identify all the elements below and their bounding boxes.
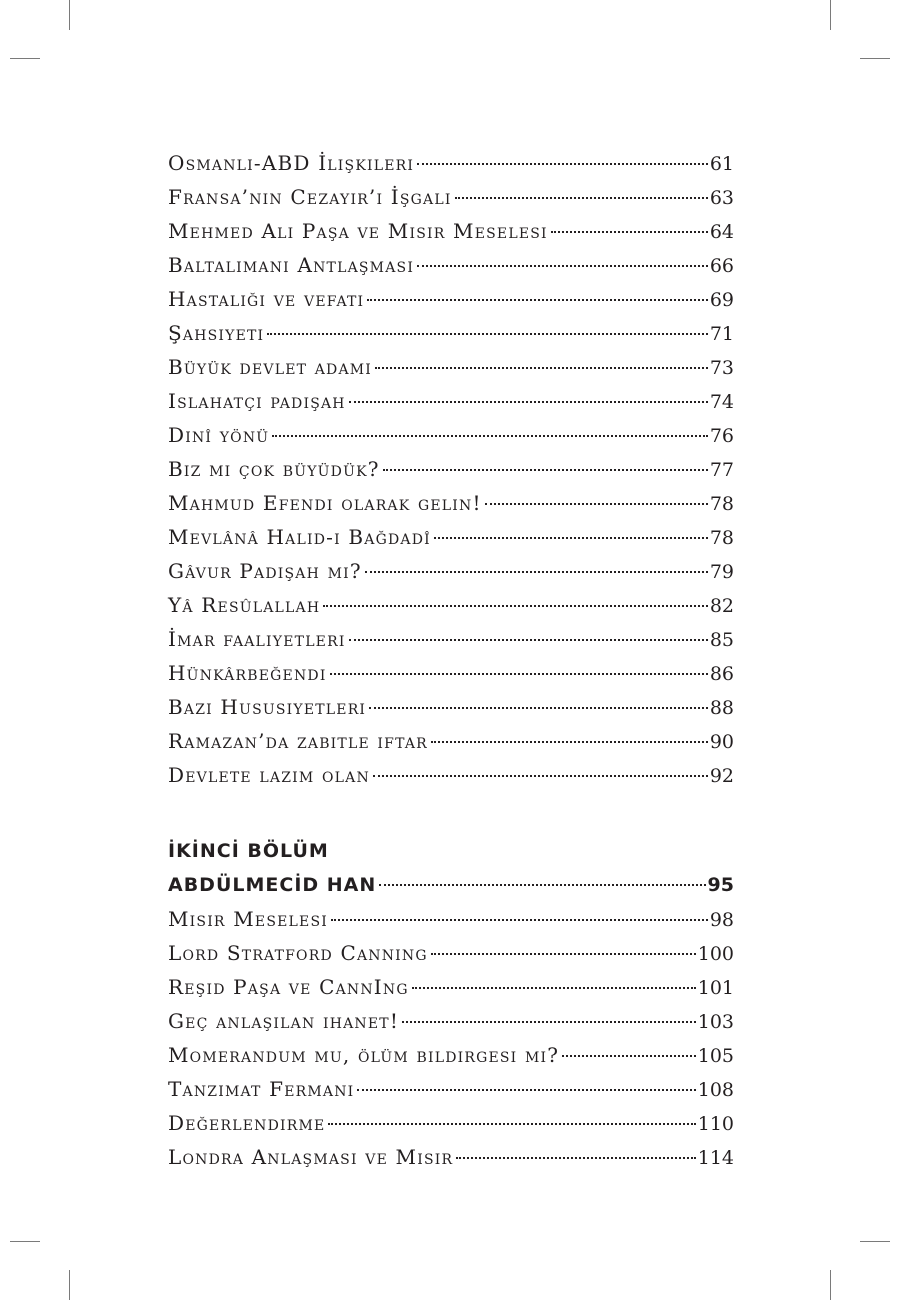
toc-entry-title: Baltalimanı Antlaşması [168,253,415,277]
toc-entry [168,282,734,316]
toc-entry [168,520,734,554]
leader-dots [455,197,708,199]
leader-dots [349,401,708,403]
toc-entry-page: 86 [709,663,734,685]
toc-entry-title: Dinî yönü [168,423,270,447]
toc-entry-title: Gâvur Padişah mı? [168,559,362,583]
leader-dots [417,163,708,165]
toc-entry-title: Mahmud Efendi olarak gelin! [168,491,482,515]
toc-entry [168,248,734,282]
leader-dots [349,639,708,641]
toc-entry [168,936,734,970]
leader-dots [431,953,696,955]
toc-entry-page: 85 [709,629,734,651]
toc-entry [168,656,734,690]
toc-entry-title: Osmanlı-ABD İlişkileri [168,151,415,175]
crop-mark-bottom-right [830,1270,831,1300]
toc-entry-page: 63 [709,187,734,209]
toc-entry-title: Londra Anlaşması ve Mısır [168,1145,454,1169]
leader-dots [331,919,708,921]
leader-dots [485,503,708,505]
toc-entry-page: 78 [709,527,734,549]
crop-mark-right-lower [860,1241,890,1242]
toc-entry-page: 64 [709,221,734,243]
crop-mark-top-left [69,0,70,30]
toc-entry [168,588,734,622]
toc-entry [168,1004,734,1038]
toc-entry [168,146,734,180]
toc-entry-page: 103 [697,1011,734,1033]
toc-entry-title: Şahsiyeti [168,321,265,345]
toc-entry-page: 82 [709,595,734,617]
crop-mark-left-upper [10,58,40,59]
toc-entry-title: Ramazan’da zabitle iftar [168,729,428,753]
toc-entry-title: Değerlendirme [168,1111,326,1135]
leader-dots [417,265,708,267]
toc-entry [168,622,734,656]
toc-entry [168,970,734,1004]
crop-mark-left-lower [10,1241,40,1242]
table-of-contents [168,146,734,1174]
leader-dots [328,1123,695,1125]
toc-entry-page: 110 [697,1113,734,1135]
toc-entry [168,1072,734,1106]
leader-dots [379,884,705,886]
toc-entry [168,180,734,214]
toc-entry [168,724,734,758]
toc-entry [168,1140,734,1174]
chapter-title: ABDÜLMECİD HAN [168,874,377,896]
toc-entry-title: Mevlânâ Halid-i Bağdadî [168,525,431,549]
toc-entry-title: Fransa’nın Cezayir’i İşgali [168,185,452,209]
section-heading: İKİNCİ BÖLÜM [168,840,329,862]
toc-entry-title: İmar faaliyetleri [168,627,346,651]
toc-entry-title: Mehmed Ali Paşa ve Mısır Meselesi [168,219,548,243]
toc-entry [168,418,734,452]
leader-dots [402,1021,696,1023]
leader-dots [551,231,708,233]
toc-entry-title: Lord Stratford Canning [168,941,428,965]
leader-dots [456,1157,696,1159]
leader-dots [367,299,708,301]
toc-entry-title: Momerandum mu, ölüm bildirgesi mi? [168,1043,560,1067]
toc-entry-page: 100 [697,943,734,965]
toc-entry-page: 77 [709,459,734,481]
leader-dots [330,673,708,675]
toc-entry-page: 69 [709,289,734,311]
toc-entry-page: 101 [697,977,734,999]
toc-entry-page: 71 [709,323,734,345]
toc-entry [168,486,734,520]
toc-entry-title: Hünkârbeğendi [168,661,327,685]
toc-entry [168,316,734,350]
toc-entry-page: 79 [709,561,734,583]
crop-mark-bottom-left [69,1270,70,1300]
toc-entry-page: 74 [709,391,734,413]
toc-entry [168,1106,734,1140]
leader-dots [365,571,708,573]
leader-dots [373,775,708,777]
toc-entry-page: 98 [709,909,734,931]
toc-entry-title: Devlete lazım olan [168,763,370,787]
leader-dots [434,537,708,539]
toc-entry [168,350,734,384]
toc-entry [168,384,734,418]
chapter-page: 95 [707,874,734,896]
leader-dots [375,367,708,369]
toc-entry-title: Reşid Paşa ve CannIng [168,975,409,999]
crop-mark-right-upper [860,58,890,59]
toc-entry [168,690,734,724]
leader-dots [323,605,708,607]
toc-entry [168,758,734,792]
toc-entry-title: Hastalığı ve vefatı [168,287,365,311]
toc-entry-page: 90 [709,731,734,753]
toc-entry-page: 105 [697,1045,734,1067]
leader-dots [267,333,708,335]
toc-entry-page: 76 [709,425,734,447]
section-spacer [168,792,734,834]
toc-entry-title: Geç anlaşılan ihanet! [168,1009,400,1033]
toc-entry-page: 88 [709,697,734,719]
toc-entry-title: Bazı Hususiyetleri [168,695,367,719]
leader-dots [412,987,696,989]
toc-entry-title: Biz mi çok büyüdük? [168,457,380,481]
leader-dots [272,435,708,437]
toc-entry-page: 114 [697,1147,734,1169]
toc-entry [168,214,734,248]
toc-entry [168,452,734,486]
toc-entry-title: Tanzimat Fermanı [168,1077,355,1101]
toc-entry-page: 73 [709,357,734,379]
leader-dots [383,469,708,471]
crop-mark-top-right [830,0,831,30]
leader-dots [369,707,708,709]
leader-dots [357,1089,695,1091]
toc-entry-page: 108 [697,1079,734,1101]
toc-entry-page: 61 [709,153,734,175]
leader-dots [431,741,708,743]
toc-entry-page: 66 [709,255,734,277]
toc-entry-page: 78 [709,493,734,515]
toc-chapter-entry [168,868,734,902]
toc-entry-title: Yâ Resûlallah [168,593,321,617]
toc-entry [168,554,734,588]
toc-entry [168,902,734,936]
leader-dots [562,1055,696,1057]
toc-part1-list [168,146,734,792]
toc-entry-title: Mısır Meselesi [168,907,328,931]
toc-entry-title: Büyük devlet adamı [168,355,373,379]
toc-entry [168,1038,734,1072]
toc-part2-list [168,902,734,1174]
toc-entry-title: Islahatçı padişah [168,389,346,413]
toc-entry-page: 92 [709,765,734,787]
